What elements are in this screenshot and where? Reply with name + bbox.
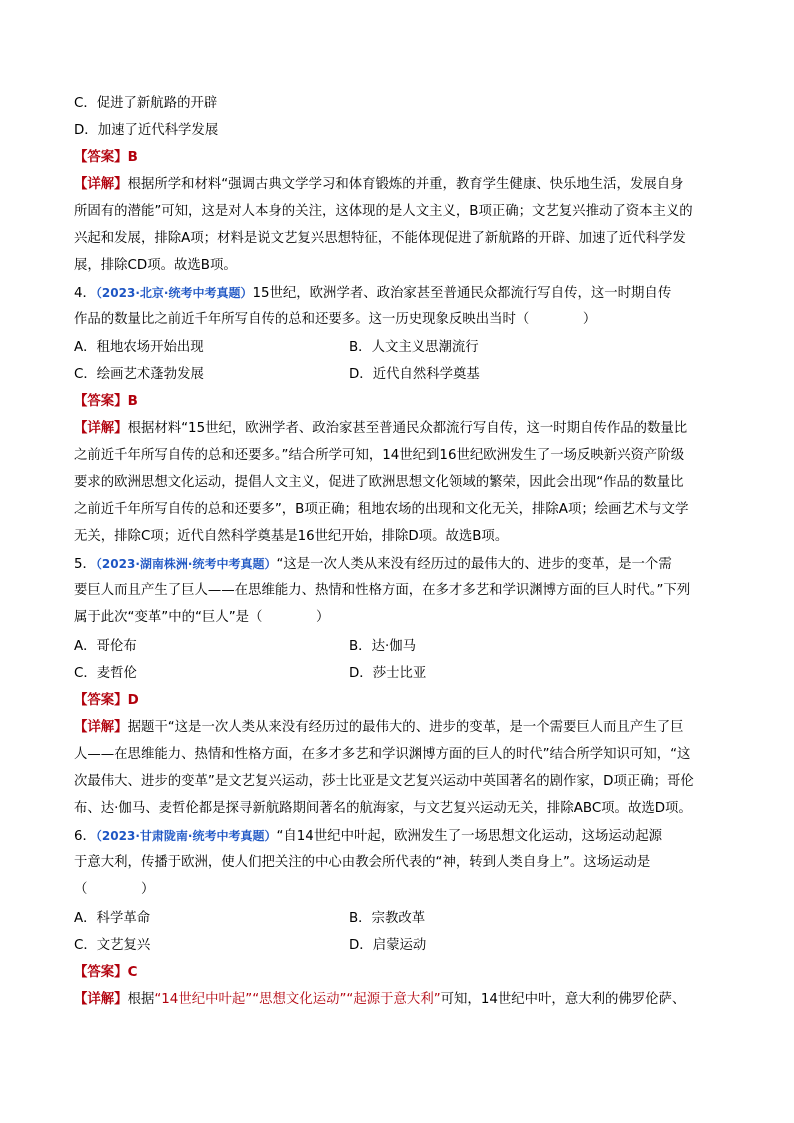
q4-detail-line-5: 无关，排除C项；近代自然科学奠基是16世纪开始，排除D项。故选B项。	[74, 529, 509, 544]
answer-value: B	[127, 150, 138, 165]
stem-text: “自14世纪中叶起，欧洲发生了一场思想文化运动，这场运动起源	[276, 829, 662, 844]
q5-stem-line-2: 要巨人而且产生了巨人——在思维能力、热情和性格方面，在多才多艺和学识渊博方面的巨人时代。”下列	[74, 583, 691, 598]
question-number: 4．	[74, 286, 96, 301]
answer-value: D	[127, 693, 139, 708]
answer-value: B	[127, 394, 138, 409]
detail-text: 根据材料“15世纪，欧洲学者、政治家甚至普通民众都流行写自传，这一时期自传作品的数量比	[127, 421, 688, 436]
detail-tag: 【详解】	[74, 720, 128, 735]
q6-option-b: B．宗教改革	[349, 911, 426, 926]
q3-detail-line-1	[74, 175, 684, 195]
detail-tag: 【详解】	[74, 177, 128, 192]
q6-option-c: C．文艺复兴	[74, 938, 151, 953]
q4-option-b: B．人文主义思潮流行	[349, 340, 479, 355]
stem-text: “这是一次人类从来没有经历过的最伟大的、进步的变革，是一个需	[276, 557, 672, 572]
detail-text-c: 可知，14世纪中叶，意大利的佛罗伦萨、	[440, 992, 686, 1007]
q5-detail-line-4: 布、达·伽马、麦哲伦都是探寻新航路期间著名的航海家，与文艺复兴运动无关，排除ABC项。故选D项。	[74, 801, 692, 816]
q5-detail-line-3: 次最伟大、进步的变革”是文艺复兴运动，莎士比亚是文艺复兴运动中英国著名的剧作家，D项正确；哥伦	[74, 774, 694, 789]
q5-detail-line-1	[74, 718, 684, 738]
q4-option-d: D．近代自然科学奠基	[349, 367, 480, 382]
q3-detail-line-2: 所固有的潜能”可知，这是对人本身的关注，这体现的是人文主义，B项正确；文艺复兴推动了资本主义的	[74, 204, 693, 219]
q5-stem-line-1	[74, 554, 672, 575]
q6-detail-line-1	[74, 990, 685, 1010]
q4-detail-line-1	[74, 419, 687, 439]
q3-option-c: C．促进了新航路的开辟	[74, 96, 218, 111]
question-number: 5．	[74, 557, 96, 572]
answer-tag: 【答案】	[74, 693, 128, 708]
q5-option-d: D．莎士比亚	[349, 666, 427, 681]
detail-text-highlight: “14世纪中叶起”“思想文化运动”“起源于意大利”	[154, 992, 441, 1007]
q4-answer	[74, 392, 138, 412]
answer-value: C	[127, 965, 138, 980]
q6-option-a: A．科学革命	[74, 911, 151, 926]
answer-tag: 【答案】	[74, 150, 128, 165]
q6-option-d: D．启蒙运动	[349, 938, 427, 953]
q4-option-c: C．绘画艺术蓬勃发展	[74, 367, 204, 382]
detail-text-a: 根据	[127, 992, 155, 1007]
q6-stem-line-1	[74, 826, 662, 847]
q3-option-d: D．加速了近代科学发展	[74, 123, 219, 138]
q4-option-a: A．租地农场开始出现	[74, 340, 204, 355]
q4-stem-line-1	[74, 283, 671, 304]
q5-option-c: C．麦哲伦	[74, 666, 137, 681]
detail-tag: 【详解】	[74, 421, 128, 436]
detail-tag: 【详解】	[74, 992, 128, 1007]
q5-answer	[74, 691, 139, 711]
question-source: （2023·湖南株洲·统考中考真题）	[95, 557, 277, 571]
q5-detail-line-2: 人——在思维能力、热情和性格方面，在多才多艺和学识渊博方面的巨人的时代”结合所学知识可知，“这	[74, 747, 691, 762]
q6-stem-line-2: 于意大利，传播于欧洲，使人们把关注的中心由教会所代表的“神，转到人类自身上”。这场运动是	[74, 855, 651, 870]
stem-text: 15世纪，欧洲学者、政治家甚至普通民众都流行写自传，这一时期自传	[252, 286, 672, 301]
q4-detail-line-2: 之前近千年所写自传的总和还要多。”结合所学可知，14世纪到16世纪欧洲发生了一场反映新兴资产阶级	[74, 448, 685, 463]
q4-stem-line-2: 作品的数量比之前近千年所写自传的总和还要多。这一历史现象反映出当时（ ）	[74, 312, 597, 327]
q5-option-a: A．哥伦布	[74, 639, 137, 654]
q3-answer	[74, 148, 138, 168]
q3-detail-line-4: 展，排除CD项。故选B项。	[74, 258, 237, 273]
q4-detail-line-3: 要求的欧洲思想文化运动，提倡人文主义，促进了欧洲思想文化领域的繁荣，因此会出现“作品的数量比	[74, 475, 684, 490]
question-source: （2023·甘肃陇南·统考中考真题）	[95, 829, 277, 843]
q5-stem-line-3: 属于此次“变革”中的“巨人”是（ ）	[74, 610, 330, 625]
answer-tag: 【答案】	[74, 965, 128, 980]
q6-stem-line-3: （ ）	[74, 882, 155, 897]
q6-answer	[74, 963, 137, 983]
q3-detail-line-3: 兴起和发展，排除A项；材料是说文艺复兴思想特征，不能体现促进了新航路的开辟、加速了近代科学发	[74, 231, 686, 246]
detail-text: 据题干“这是一次人类从来没有经历过的最伟大的、进步的变革，是一个需要巨人而且产生了巨	[127, 720, 684, 735]
detail-text: 根据所学和材料“强调古典文学学习和体育锻炼的并重，教育学生健康、快乐地生活，发展自身	[127, 177, 684, 192]
question-source: （2023·北京·统考中考真题）	[95, 286, 253, 300]
question-number: 6．	[74, 829, 96, 844]
q4-detail-line-4: 之前近千年所写自传的总和还要多”，B项正确；租地农场的出现和文化无关，排除A项；绘画艺术与文学	[74, 502, 689, 517]
answer-tag: 【答案】	[74, 394, 128, 409]
q5-option-b: B．达·伽马	[349, 639, 417, 654]
